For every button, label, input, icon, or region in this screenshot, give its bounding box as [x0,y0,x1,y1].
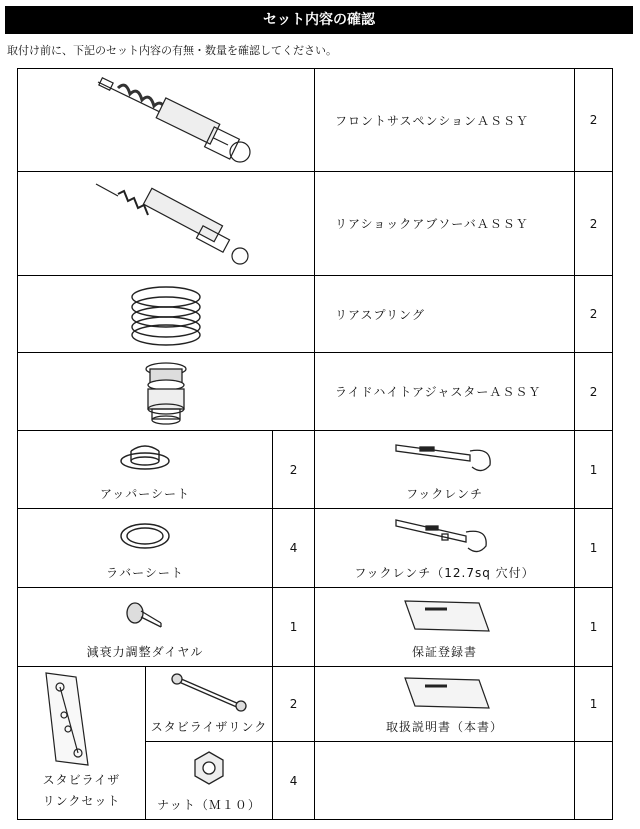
table-row [18,353,613,431]
item-qty: 2 [273,431,315,509]
item-qty: 1 [575,588,613,667]
item-name: 取扱説明書（本書） [386,720,504,734]
stabilizer-link-set-icon [22,669,142,769]
nut-icon [189,748,229,788]
intro-text: 取付け前に、下記のセット内容の有無・数量を確認してください。 [7,44,337,57]
hook-wrench-icon [390,437,500,477]
item-name: リアショックアブソーバＡＳＳＹ [315,172,575,276]
item-name: ライドハイトアジャスターＡＳＳＹ [315,353,575,431]
manual-document-icon [395,672,495,712]
item-qty: 2 [575,69,613,172]
stab-set-name-line1: スタビライザ [42,773,121,787]
front-suspension-icon [18,70,315,170]
item-name: ラバーシート [106,566,184,580]
item-name: アッパーシート [100,487,190,501]
item-qty: 2 [575,172,613,276]
height-adjuster-icon [18,355,315,429]
item-qty: 2 [273,667,315,742]
item-name: リアスプリング [315,276,575,353]
stab-set-name-line2: リンクセット [42,794,121,808]
stabilizer-link-icon [159,670,259,714]
upper-seat-icon [115,437,175,477]
hook-wrench-hole-icon [390,512,500,558]
item-name: スタビライザリンク [150,720,268,734]
item-name: フックレンチ [406,487,483,501]
table-row [18,509,613,588]
section-title: セット内容の確認 [5,6,633,34]
item-name: 減衰力調整ダイヤル [86,645,204,659]
item-qty: 1 [575,431,613,509]
coil-spring-icon [18,277,315,351]
warranty-document-icon [395,595,495,635]
rear-shock-icon [18,174,315,274]
item-qty: 1 [575,509,613,588]
item-qty: 1 [575,667,613,742]
empty-cell [575,742,613,820]
table-row [18,431,613,509]
damping-dial-icon [115,595,175,635]
table-row [18,667,613,742]
item-qty: 2 [575,276,613,353]
item-qty: 1 [273,588,315,667]
item-qty: 2 [575,353,613,431]
table-row [18,172,613,276]
table-row [18,69,613,172]
empty-cell [315,742,575,820]
item-name: フックレンチ（12.7sq 穴付） [354,566,535,580]
contents-table [17,68,613,820]
item-qty: 4 [273,742,315,820]
item-qty: 4 [273,509,315,588]
item-name: ナット（Ｍ１０） [157,798,261,812]
table-row [18,588,613,667]
item-name: 保証登録書 [412,645,478,659]
rubber-seat-icon [115,516,175,556]
item-name: フロントサスペンションＡＳＳＹ [315,69,575,172]
table-row [18,276,613,353]
